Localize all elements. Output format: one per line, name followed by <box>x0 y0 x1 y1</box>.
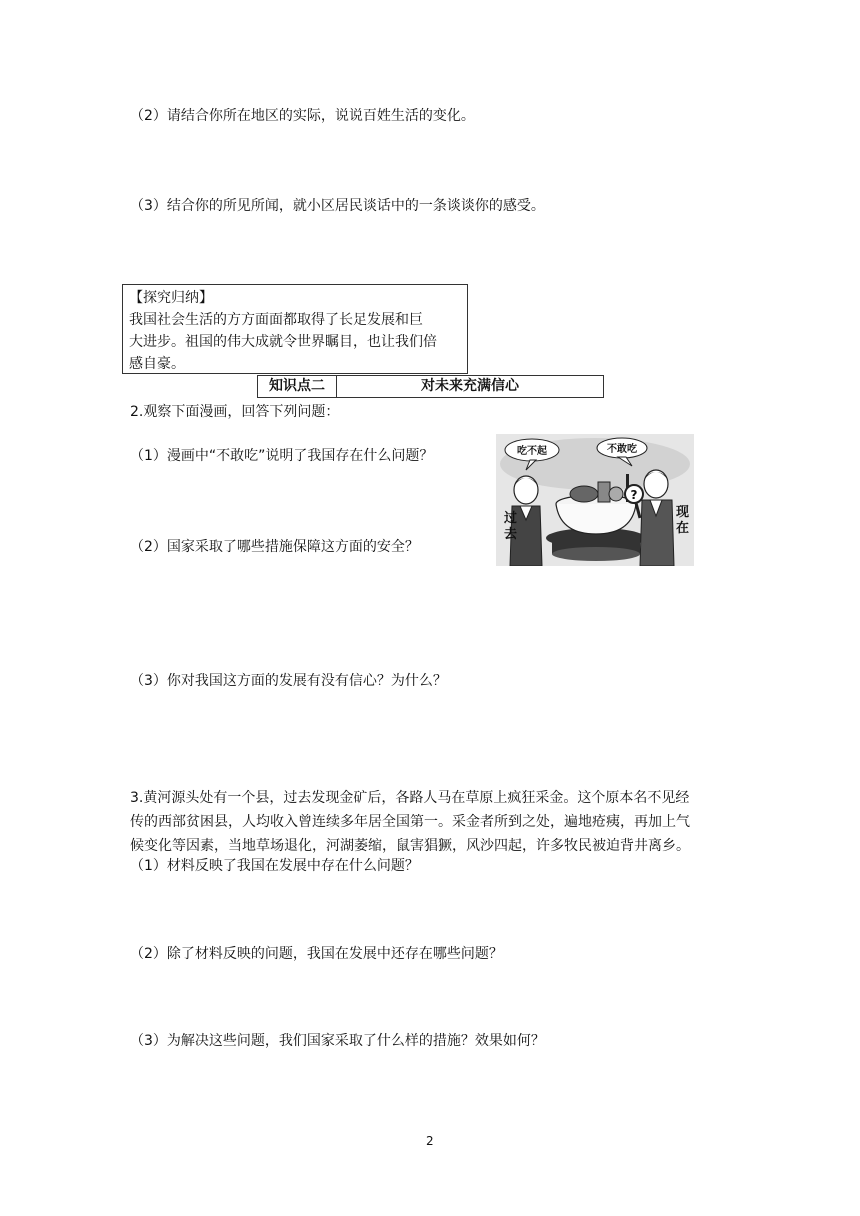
q3-sub3: （3）为解决这些问题，我们国家采取了什么样的措施？效果如何？ <box>130 1033 545 1049</box>
knowledge-point-label: 知识点二 <box>258 376 337 397</box>
summary-line: 大进步。祖国的伟大成就令世界瞩目，也让我们倍 <box>129 334 437 350</box>
q3-material-line: 3.黄河源头处有一个县，过去发现金矿后，各路人马在草原上疯狂采金。这个原本名不见经 <box>130 790 690 806</box>
page-number: 2 <box>426 1134 434 1148</box>
q3-sub1: （1）材料反映了我国在发展中存在什么问题？ <box>130 858 419 874</box>
cartoon-label-past-char: 去 <box>504 527 518 542</box>
food-safety-cartoon <box>496 434 694 566</box>
speech-bubble-right-text: 不敢吃 <box>607 444 637 455</box>
q1-sub2: （2）请结合你所在地区的实际，说说百姓生活的变化。 <box>130 108 475 124</box>
speech-bubble-left-text: 吃不起 <box>517 446 547 457</box>
q2-sub1: （1）漫画中“不敢吃”说明了我国存在什么问题？ <box>130 448 434 464</box>
q3-material-line: 候变化等因素，当地草场退化，河湖萎缩，鼠害猖獗，风沙四起，许多牧民被迫背井离乡。 <box>130 838 690 854</box>
summary-box <box>122 284 468 374</box>
cartoon-label-now-char: 现 <box>676 505 690 520</box>
q2-sub2: （2）国家采取了哪些措施保障这方面的安全？ <box>130 539 419 555</box>
q2-sub3: （3）你对我国这方面的发展有没有信心？为什么？ <box>130 673 447 689</box>
q3-material-line: 传的西部贫困县，人均收入曾连续多年居全国第一。采金者所到之处，遍地疮痍，再加上气 <box>130 814 690 830</box>
svg-text:?: ? <box>630 488 638 502</box>
summary-line: 我国社会生活的方方面面都取得了长足发展和巨 <box>129 312 423 328</box>
q3-sub2: （2）除了材料反映的问题，我国在发展中还存在哪些问题？ <box>130 946 503 962</box>
cartoon-label-past-char: 过 <box>504 511 518 526</box>
summary-heading: 【探究归纳】 <box>129 290 213 306</box>
knowledge-point-title: 对未来充满信心 <box>421 378 519 394</box>
knowledge-point-table <box>257 375 604 398</box>
q2-stem: 2.观察下面漫画，回答下列问题： <box>130 404 340 420</box>
cartoon-label-now-char: 在 <box>676 521 690 536</box>
q3-material <box>130 786 730 858</box>
q1-sub3: （3）结合你的所见所闻，就小区居民谈话中的一条谈谈你的感受。 <box>130 198 545 214</box>
summary-line: 感自豪。 <box>129 356 185 372</box>
